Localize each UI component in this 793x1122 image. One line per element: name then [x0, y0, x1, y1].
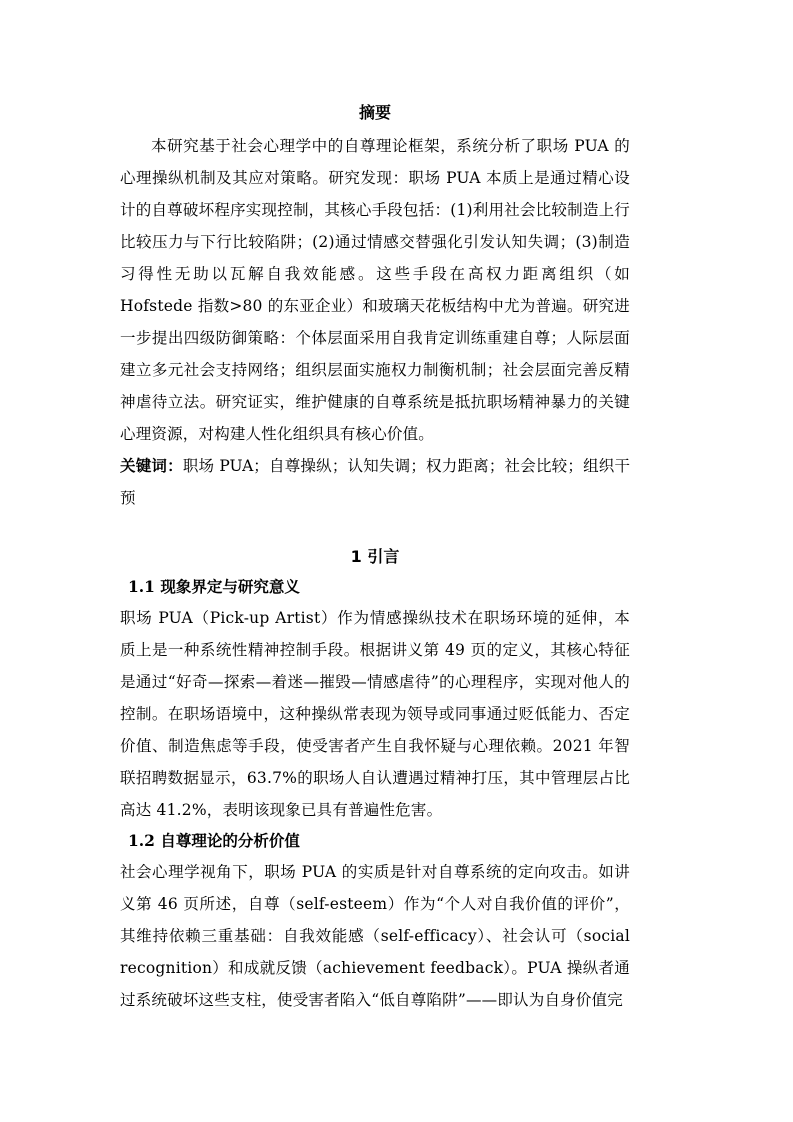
keywords-line [120, 450, 630, 514]
section-title-introduction: 1 引言 [350, 547, 400, 566]
keywords-label: 关键词： [120, 457, 183, 475]
subsection-body-1-1: 职场 PUA（Pick-up Artist）作为情感操纵技术在职场环境的延伸，本质上是一种系统性精神控制手段。根据讲义第 49 页的定义，其核心特征是通过“好奇—探索—着迷—摧毁—情感虐待”的心理程序，实现对他人的控制。在职场语境中，这种操纵常表现为领导或同事通过贬低能力、否定价值、制造焦虑等手段，使受害者产生自我怀疑与心理依赖。2021 年智联招聘数据显示，63.7%的职场人自认遭遇过精神打压，其中管理层占比高达 41.2%，表明该现象已具有普遍性危害。 [120, 609, 630, 819]
keywords-text: 职场 PUA；自尊操纵；认知失调；权力距离；社会比较；组织干预 [120, 457, 630, 507]
abstract-title: 摘要 [358, 103, 391, 122]
subsection-title-1-2: 1.2 自尊理论的分析价值 [128, 831, 300, 850]
subsection-body-1-2: 社会心理学视角下，职场 PUA 的实质是针对自尊系统的定向攻击。如讲义第 46 页所述，自尊（self-esteem）作为“个人对自我价值的评价”，其维持依赖三重基础：自我效能感（self-efficacy）、社会认可（social recognition）和成就反馈（achievement feedback）。PUA 操纵者通过系统破坏这些支柱，使受害者陷入“低自尊陷阱”——即认为自身价值完 [120, 863, 630, 1009]
page-content [120, 100, 630, 1016]
abstract-body: 本研究基于社会心理学中的自尊理论框架，系统分析了职场 PUA 的心理操纵机制及其应对策略。研究发现：职场 PUA 本质上是通过精心设计的自尊破坏程序实现控制，其核心手段包括：(1)利用社会比较制造上行比较压力与下行比较陷阱；(2)通过情感交替强化引发认知失调；(3)制造习得性无助以瓦解自我效能感。这些手段在高权力距离组织（如 Hofstede 指数>80 的东亚企业）和玻璃天花板结构中尤为普遍。研究进一步提出四级防御策略：个体层面采用自我肯定训练重建自尊；人际层面建立多元社会支持网络；组织层面实施权力制衡机制；社会层面完善反精神虐待立法。研究证实，维护健康的自尊系统是抵抗职场精神暴力的关键心理资源，对构建人性化组织具有核心价值。 [120, 137, 630, 443]
subsection-title-1-1: 1.1 现象界定与研究意义 [128, 577, 300, 596]
